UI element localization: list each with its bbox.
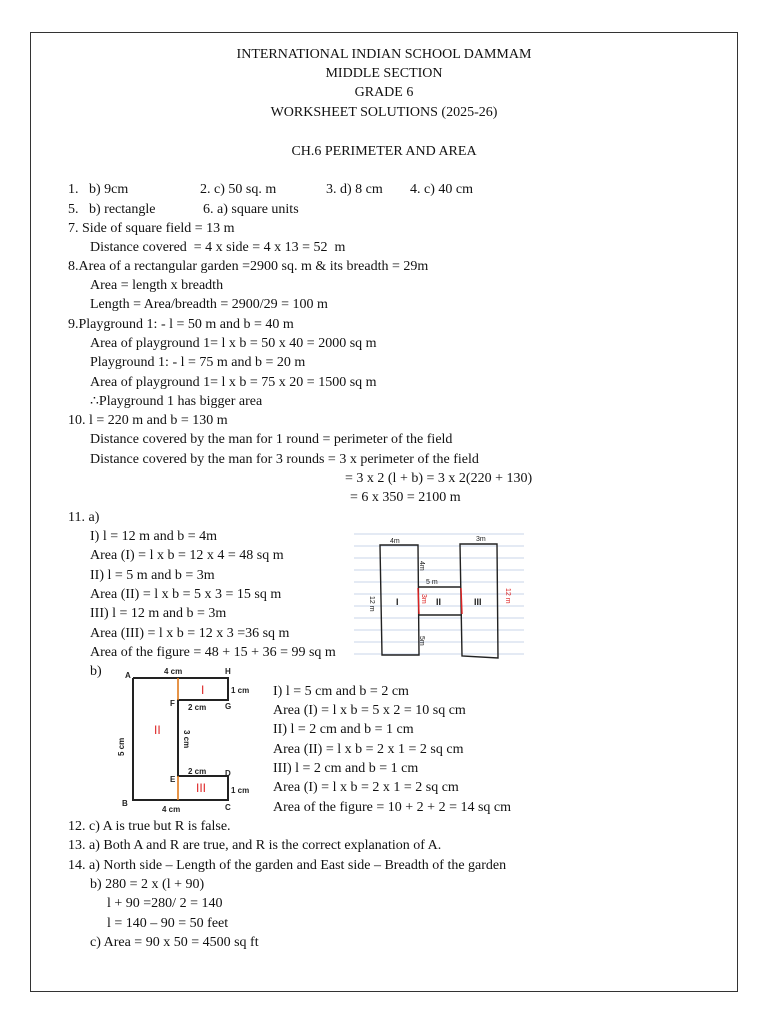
school-name: INTERNATIONAL INDIAN SCHOOL DAMMAM (236, 47, 532, 62)
label-hg: 1 cm (231, 686, 250, 695)
vertex-f: F (170, 699, 175, 708)
answer-14b-step: l = 140 – 90 = 50 feet (107, 916, 229, 931)
region-iii: III (474, 597, 482, 607)
q11a-line: Area (III) = l x b = 12 x 3 =36 sq m (90, 626, 290, 641)
label-ed: 2 cm (188, 767, 207, 776)
answer-1: 1. b) 9cm (68, 182, 129, 197)
q11b-line: I) l = 5 cm and b = 2 cm (273, 684, 409, 699)
label-inner: 3 cm (182, 730, 191, 749)
q9-line: ∴Playground 1 has bigger area (90, 394, 263, 409)
answer-6: 6. a) square units (203, 202, 299, 217)
q11a-line: Area (II) = l x b = 5 x 3 = 15 sq m (90, 587, 282, 602)
q9-line: Area of playground 1= l x b = 50 x 40 = 2000 sq m (90, 336, 377, 351)
label-inner-red: 3m (420, 594, 427, 604)
q11b-line: Area of the figure = 10 + 2 + 2 = 14 sq cm (273, 800, 512, 815)
vertex-b: B (122, 799, 128, 808)
label-left: 5 cm (117, 737, 126, 756)
q11b-line: Area (I) = l x b = 5 x 2 = 10 sq cm (273, 703, 466, 718)
figure-11b (108, 664, 268, 820)
region-iii: III (196, 781, 207, 795)
q8-line: Length = Area/breadth = 2900/29 = 100 m (90, 297, 328, 312)
label-fg: 2 cm (188, 703, 207, 712)
answer-14b: b) 280 = 2 x (l + 90) (90, 877, 205, 892)
label-right-side: 12 m (504, 588, 511, 604)
answer-14b-step: l + 90 =280/ 2 = 140 (107, 896, 223, 911)
label-top-left: 4m (390, 538, 400, 545)
q11a-line: III) l = 12 m and b = 3m (90, 606, 227, 621)
answer-2: 2. c) 50 sq. m (200, 182, 277, 197)
vertex-h: H (225, 667, 231, 676)
worksheet-title: WORKSHEET SOLUTIONS (2025-26) (270, 105, 498, 120)
answer-14a: 14. a) North side – Length of the garden and East side – Breadth of the garden (68, 858, 507, 873)
q7-line: Distance covered = 4 x side = 4 x 13 = 52 m (90, 240, 346, 255)
region-ii: II (154, 723, 161, 737)
label-bottom: 4 cm (162, 805, 181, 814)
answer-12: 12. c) A is true but R is false. (68, 819, 231, 834)
q8-line: Area = length x breadth (90, 278, 224, 293)
vertex-g: G (225, 702, 232, 711)
q11b-line: III) l = 2 cm and b = 1 cm (273, 761, 419, 776)
q9-line: Playground 1: - l = 75 m and b = 20 m (90, 355, 306, 370)
q11b-line: Area (II) = l x b = 2 x 1 = 2 sq cm (273, 742, 464, 757)
region-ii: II (436, 597, 442, 607)
q10-line: 10. l = 220 m and b = 130 m (68, 413, 228, 428)
vertex-c: C (225, 803, 231, 812)
label-left-side: 12 m (368, 596, 375, 612)
label-dc: 1 cm (231, 786, 250, 795)
answer-3: 3. d) 8 cm (326, 182, 383, 197)
q11a-line: I) l = 12 m and b = 4m (90, 529, 217, 544)
q10-line: Distance covered by the man for 3 rounds = 3 x perimeter of the field (90, 452, 479, 467)
q11b-line: Area (I) = l x b = 2 x 1 = 2 sq cm (273, 780, 459, 795)
q11a-line: Area of the figure = 48 + 15 + 36 = 99 sq m (90, 645, 336, 660)
region-i: I (201, 683, 205, 697)
q11a-line: II) l = 5 m and b = 3m (90, 568, 215, 583)
answer-13: 13. a) Both A and R are true, and R is the correct explanation of A. (68, 838, 442, 853)
q10-line: = 3 x 2 (l + b) = 3 x 2(220 + 130) (345, 471, 533, 486)
label-inner-bottom: 5m (418, 636, 425, 646)
answer-5: 5. b) rectangle (68, 202, 156, 217)
section-name: MIDDLE SECTION (325, 66, 443, 81)
q9-line: 9.Playground 1: - l = 50 m and b = 40 m (68, 317, 294, 332)
q10-line: Distance covered by the man for 1 round = perimeter of the field (90, 432, 453, 447)
region-i: I (396, 597, 399, 607)
q11a-line: Area (I) = l x b = 12 x 4 = 48 sq m (90, 548, 284, 563)
chapter-title: CH.6 PERIMETER AND AREA (291, 144, 477, 159)
q11a-line: 11. a) (68, 510, 100, 525)
q7-line: 7. Side of square field = 13 m (68, 221, 235, 236)
label-inner-top: 4m (418, 561, 425, 571)
q8-line: 8.Area of a rectangular garden =2900 sq. m & its breadth = 29m (68, 259, 429, 274)
q11b-line: II) l = 2 cm and b = 1 cm (273, 722, 414, 737)
label-mid: 5 m (426, 579, 438, 586)
q10-line: = 6 x 350 = 2100 m (350, 490, 461, 505)
q11b-label: b) (90, 664, 102, 679)
vertex-e: E (170, 775, 176, 784)
q9-line: Area of playground 1= l x b = 75 x 20 = 1500 sq m (90, 375, 377, 390)
vertex-d: D (225, 769, 231, 778)
label-top: 4 cm (164, 667, 183, 676)
answer-14c: c) Area = 90 x 50 = 4500 sq ft (90, 935, 259, 950)
answer-4: 4. c) 40 cm (410, 182, 473, 197)
label-top-right: 3m (476, 536, 486, 543)
figure-11a (354, 528, 524, 660)
grade: GRADE 6 (354, 85, 414, 100)
vertex-a: A (125, 671, 131, 680)
rect-i (380, 545, 419, 655)
